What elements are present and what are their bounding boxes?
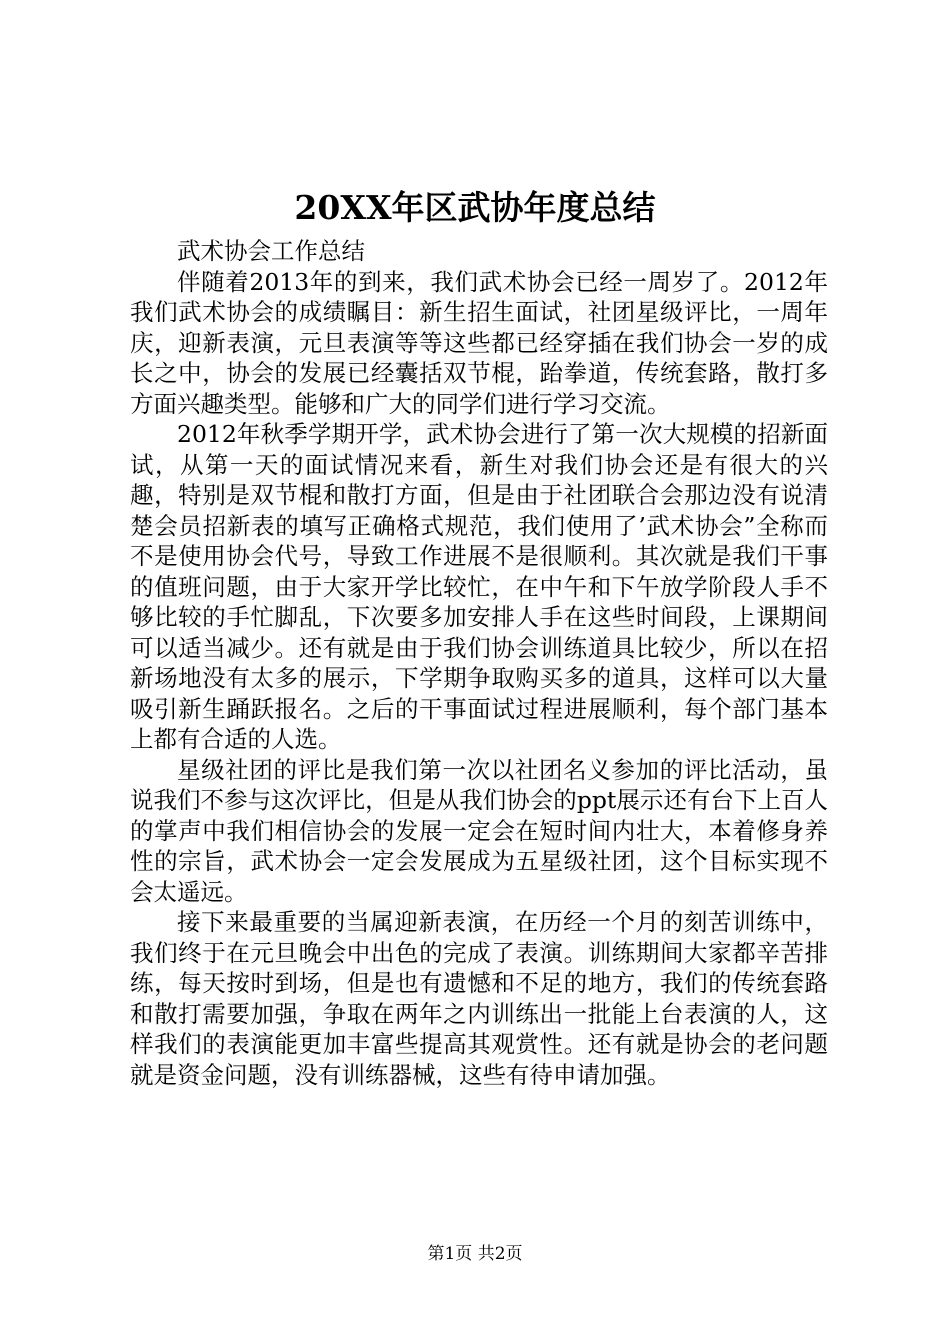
paragraph: 接下来最重要的当属迎新表演，在历经一个月的刻苦训练中，我们终于在元旦晚会中出色的完成了表演。训练期间大家都辛苦排练，每天按时到场，但是也有遗憾和不足的地方，我们的传统套路和散打需要加强，争取在两年之内训练出一批能上台表演的人，这样我们的表演能更加丰富些提高其观赏性。还有就是协会的老问题就是资金问题，没有训练器械，这些有待申请加强。 bbox=[130, 908, 828, 1089]
page-number-footer: 第1页 共2页 bbox=[427, 1244, 523, 1264]
paragraph: 星级社团的评比是我们第一次以社团名义参加的评比活动，虽说我们不参与这次评比，但是从我们协会的ppt展示还有台下上百人的掌声中我们相信协会的发展一定会在短时间内壮大，本着修身养性的宗旨，武术协会一定会发展成为五星级社团，这个目标实现不会太遥远。 bbox=[130, 755, 828, 906]
paragraph-heading: 武术协会工作总结 bbox=[177, 237, 365, 265]
document-body bbox=[130, 236, 828, 1090]
document-title: 20XX年区武协年度总结 bbox=[294, 188, 656, 227]
paragraph: 2012年秋季学期开学，武术协会进行了第一次大规模的招新面试，从第一天的面试情况来看，新生对我们协会还是有很大的兴趣，特别是双节棍和散打方面，但是由于社团联合会那边没有说清楚会员招新表的填写正确格式规范，我们使用了’武术协会”全称而不是使用协会代号，导致工作进展不是很顺利。其次就是我们干事的值班问题，由于大家开学比较忙，在中午和下午放学阶段人手不够比较的手忙脚乱，下次要多加安排人手在这些时间段，上课期间可以适当减少。还有就是由于我们协会训练道具比较少，所以在招新场地没有太多的展示，下学期争取购买多的道具，这样可以大量吸引新生踊跃报名。之后的干事面试过程进展顺利，每个部门基本上都有合适的人选。 bbox=[130, 420, 828, 753]
paragraph: 伴随着2013年的到来，我们武术协会已经一周岁了。2012年我们武术协会的成绩瞩目：新生招生面试，社团星级评比，一周年庆，迎新表演，元旦表演等等这些都已经穿插在我们协会一岁的成长之中，协会的发展已经囊括双节棍，跆拳道，传统套路，散打多方面兴趣类型。能够和广大的同学们进行学习交流。 bbox=[130, 267, 828, 418]
